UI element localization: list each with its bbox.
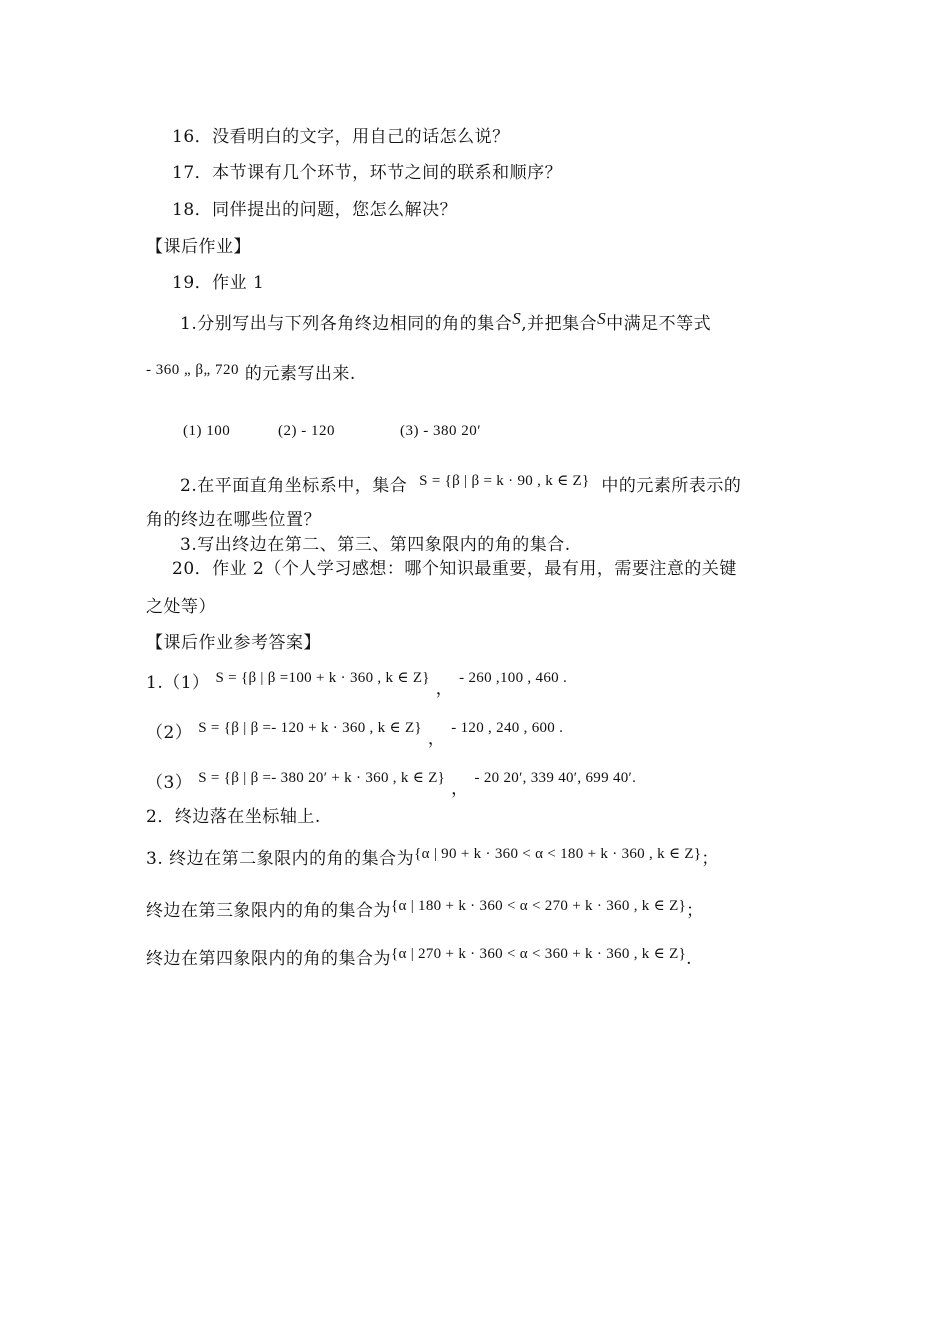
homework-1-inequality-line xyxy=(146,363,356,386)
question-20-line-1: 20．作业 2（个人学习感想：哪个知识最重要，最有用，需要注意的关键 xyxy=(172,559,737,579)
homework-2-prefix: 2.在平面直角坐标系中，集合 xyxy=(180,476,408,496)
homework-3-line: 3.写出终边在第二、第三、第四象限内的角的集合. xyxy=(180,535,571,555)
answer-1-2-label: （2） xyxy=(146,723,193,743)
question-16: 16．没看明白的文字，用自己的话怎么说？ xyxy=(172,127,510,147)
answer-3c-prefix: 终边在第四象限内的角的集合为 xyxy=(146,949,391,969)
homework-2-suffix: 中的元素所表示的 xyxy=(601,476,742,496)
second-quadrant-set: {α | 90 + k · 360 < α < 180 + k · 360 , k ∈ Z} xyxy=(414,846,702,862)
answers-heading: 【课后作业参考答案】 xyxy=(146,633,321,653)
homework-1-item-1: (1) 100 xyxy=(183,423,231,439)
answer-3-end: ； xyxy=(701,849,719,869)
homework-2-line xyxy=(180,475,741,498)
question-17: 17．本节课有几个环节，环节之间的联系和顺序？ xyxy=(172,163,563,183)
answer-2: 2．终边落在坐标轴上. xyxy=(146,807,321,827)
answer-1-2 xyxy=(146,720,564,749)
answer-1-1-separator: ， xyxy=(435,679,454,699)
answer-1-2-separator: ， xyxy=(427,729,446,749)
homework-1-mid: ,并把集合 xyxy=(521,314,598,334)
answer-1-2-set: S = {β | β =- 120 + k · 360 , k ∈ Z} xyxy=(198,720,422,736)
answer-3c-end: . xyxy=(686,949,692,969)
homework-2-line-2: 角的终边在哪些位置？ xyxy=(146,510,321,530)
homework-heading: 【课后作业】 xyxy=(146,237,251,257)
set-s-symbol-2: S xyxy=(597,309,607,328)
answer-1-3-separator: ， xyxy=(451,779,469,799)
answer-1-3 xyxy=(146,770,637,799)
answer-1-2-values: - 120 , 240 , 600 . xyxy=(451,720,564,736)
answer-1-3-label: （3） xyxy=(146,773,193,793)
answer-1-1-set: S = {β | β =100 + k · 360 , k ∈ Z} xyxy=(215,670,430,686)
homework-2-set-formula: S = {β | β = k · 90 , k ∈ Z} xyxy=(419,473,590,489)
inequality-suffix: 的元素写出来. xyxy=(244,364,356,384)
answer-1-3-set: S = {β | β =- 380 20′ + k · 360 , k ∈ Z} xyxy=(198,770,446,786)
homework-1-suffix: 中满足不等式 xyxy=(606,314,712,334)
inequality-formula: - 360 „ β„ 720 xyxy=(146,362,239,378)
homework-1-line xyxy=(180,309,712,335)
homework-1-prefix: 1.分别写出与下列各角终边相同的角的集合 xyxy=(180,314,513,334)
answer-3b-end: ； xyxy=(686,901,704,921)
answer-1-1 xyxy=(146,670,568,699)
answer-3b-prefix: 终边在第三象限内的角的集合为 xyxy=(146,901,391,921)
question-19: 19．作业 1 xyxy=(172,273,265,293)
answer-1-3-values: - 20 20′, 339 40′, 699 40′. xyxy=(474,770,637,786)
answer-3-third-quadrant xyxy=(146,900,704,923)
set-s-symbol: S xyxy=(512,309,522,328)
question-18: 18．同伴提出的问题，您怎么解决？ xyxy=(172,200,458,220)
answer-1-1-label: 1.（1） xyxy=(146,673,210,693)
answer-3-prefix: 3. 终边在第二象限内的角的集合为 xyxy=(146,849,415,869)
question-20-line-2: 之处等） xyxy=(146,597,216,617)
third-quadrant-set: {α | 180 + k · 360 < α < 270 + k · 360 , k ∈ Z} xyxy=(391,898,687,914)
homework-1-item-3: (3) - 380 20′ xyxy=(400,423,482,439)
answer-1-1-values: - 260 ,100 , 460 . xyxy=(459,670,568,686)
fourth-quadrant-set: {α | 270 + k · 360 < α < 360 + k · 360 , k ∈ Z} xyxy=(391,946,687,962)
answer-3-second-quadrant xyxy=(146,848,719,871)
homework-1-item-2: (2) - 120 xyxy=(278,423,335,439)
answer-3-fourth-quadrant xyxy=(146,948,692,971)
